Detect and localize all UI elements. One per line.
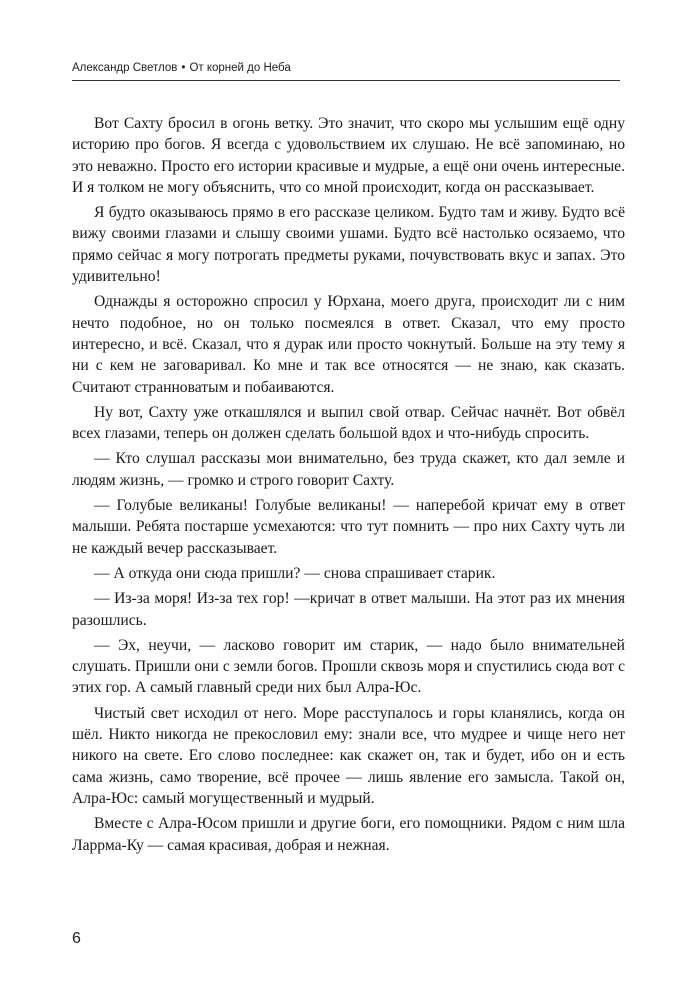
header-book-title: От корней до Неба: [189, 62, 291, 74]
paragraph: Однажды я осторожно спросил у Юрхана, моего друга, происходит ли с ним нечто подобное, но он только посмеялся в ответ. Сказал, что ему просто интересно, и всё. Сказал, что я дурак или просто чокнутый. Больше на эту тему я ни с кем не заговаривал. Ко мне и так все относятся — не знаю, как сказать. Считают странноватым и побаиваются.: [72, 293, 625, 396]
running-header: [72, 62, 620, 74]
dialogue-paragraph: — Эх, неучи, — ласково говорит им старик, — надо было внимательней слушать. Пришли они с земли богов. Прошли сквозь моря и спустились сюда вот с этих гор. А самый главный среди них был Алра-Юс.: [72, 636, 625, 697]
paragraph: Ну вот, Сахту уже откашлялся и выпил свой отвар. Сейчас начнёт. Вот обвёл всех глазами, теперь он должен сделать большой вдох и что-нибудь спросить.: [72, 403, 625, 443]
dialogue-paragraph: — Кто слушал рассказы мои внимательно, без труда скажет, кто дал земле и людям жизнь, — громко и строго говорит Сахту.: [72, 450, 625, 489]
paragraph: Я будто оказываюсь прямо в его рассказе целиком. Будто там и живу. Будто всё вижу своими глазами и слышу своими ушами. Будто всё настолько осязаемо, что прямо сейчас я могу потрогать предметы руками, почувствовать вкус и запах. Это удивительно!: [72, 204, 625, 286]
dialogue-paragraph: — А откуда они сюда пришли? — снова спрашивает старик.: [94, 564, 496, 582]
header-separator: •: [181, 62, 186, 74]
header-author: Александр Светлов: [72, 62, 178, 74]
body-text: [72, 113, 625, 860]
dialogue-paragraph: — Голубые великаны! Голубые великаны! — наперебой кричат ему в ответ малыши. Ребята постарше усмехаются: что тут помнить — про них Сахту чуть ли не каждый вечер рассказывает.: [72, 497, 625, 557]
paragraph: Чистый свет исходил от него. Море расступалось и горы кланялись, когда он шёл. Никто никогда не прекословил ему: знали все, что мудрее и чище него нет никого на свете. Его слово последнее: как скажет он, так и будет, ибо он и есть сама жизнь, само творение, всё прочее — лишь явление его замысла. Такой он, Алра-Юс: самый могущественный и мудрый.: [72, 704, 625, 807]
paragraph: Вместе с Алра-Юсом пришли и другие боги, его помощники. Рядом с ним шла Ларрма-Ку — самая красивая, добрая и нежная.: [72, 815, 625, 854]
paragraph: Вот Сахту бросил в огонь ветку. Это значит, что скоро мы услышим ещё одну историю про богов. Я всегда с удовольствием их слушаю. Не всё запоминаю, но это неважно. Просто его истории красивые и мудрые, а ещё они очень интересные. И я толком не могу объяснить, что со мной происходит, когда он рассказывает.: [72, 115, 625, 196]
dialogue-paragraph: — Из-за моря! Из-за тех гор! —кричат в ответ малыши. На этот раз их мнения разошлись.: [72, 590, 625, 629]
page-number: 6: [72, 930, 81, 947]
header-rule: [72, 80, 620, 81]
